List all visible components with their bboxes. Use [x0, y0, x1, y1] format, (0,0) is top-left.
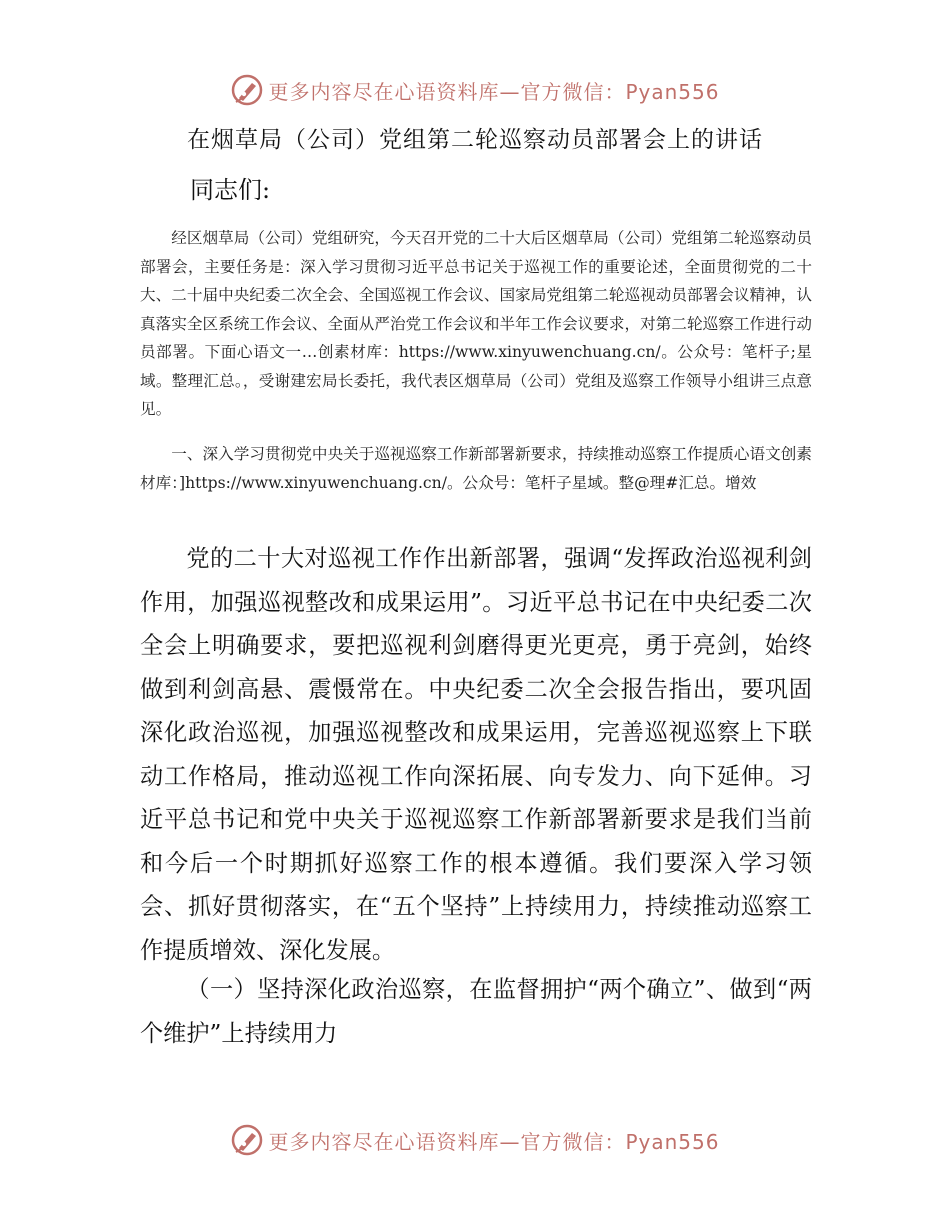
pen-nib-logo-icon [230, 1123, 264, 1157]
banner-text: 更多内容尽在心语资料库—官方微信：Pyan556 [268, 79, 720, 104]
paragraph-section-heading: 一、深入学习贯彻党中央关于巡视巡察工作新部署新要求，持续推动巡察工作提质心语文创素材库：]https://www.xinyuwenchuang.cn/。公众号：笔杆子星域。整@理#汇总。增效 [140, 445, 812, 492]
header-watermark-banner [0, 70, 950, 110]
paragraph-body: 党的二十大对巡视工作作出新部署，强调“发挥政治巡视利剑作用，加强巡视整改和成果运用”。习近平总书记在中央纪委二次全会上明确要求，要把巡视利剑磨得更光更亮，勇于亮剑，始终做到利剑高悬、震慑常在。中央纪委二次全会报告指出，要巩固深化政治巡视，加强巡视整改和成果运用，完善巡视巡察上下联动工作格局，推动巡视工作向深拓展、向专发力、向下延伸。习近平总书记和党中央关于巡视巡察工作新部署新要求是我们当前和今后一个时期抓好巡察工作的根本遵循。我们要深入学习领会、抓好贯彻落实，在“五个坚持”上持续用力，持续推动巡察工作提质增效、深化发展。 [140, 545, 812, 964]
pen-nib-logo-icon [230, 73, 264, 107]
document-title: 在烟草局（公司）党组第二轮巡察动员部署会上的讲话 [187, 127, 763, 153]
paragraph-subheading: （一）坚持深化政治巡察，在监督拥护“两个确立”、做到“两个维护”上持续用力 [140, 976, 812, 1047]
footer-watermark-banner [0, 1120, 950, 1160]
banner-text: 更多内容尽在心语资料库—官方微信：Pyan556 [268, 1129, 720, 1154]
paragraph-intro: 经区烟草局（公司）党组研究，今天召开党的二十大后区烟草局（公司）党组第二轮巡察动员部署会，主要任务是：深入学习贯彻习近平总书记关于巡视工作的重要论述，全面贯彻党的二十大、二十届中央纪委二次全会、全国巡视工作会议、国家局党组第二轮巡视动员部署会议精神，认真落实全区系统工作会议、全面从严治党工作会议和半年工作会议要求，对第二轮巡察工作进行动员部署。下面心语文一…创素材库：https://www.xinyuwenchuang.cn/。公众号：笔杆子;星域。整理汇总。，受谢建宏局长委托，我代表区烟草局（公司）党组及巡察工作领导小组讲三点意见。 [140, 229, 812, 418]
greeting: 同志们: [190, 176, 271, 204]
